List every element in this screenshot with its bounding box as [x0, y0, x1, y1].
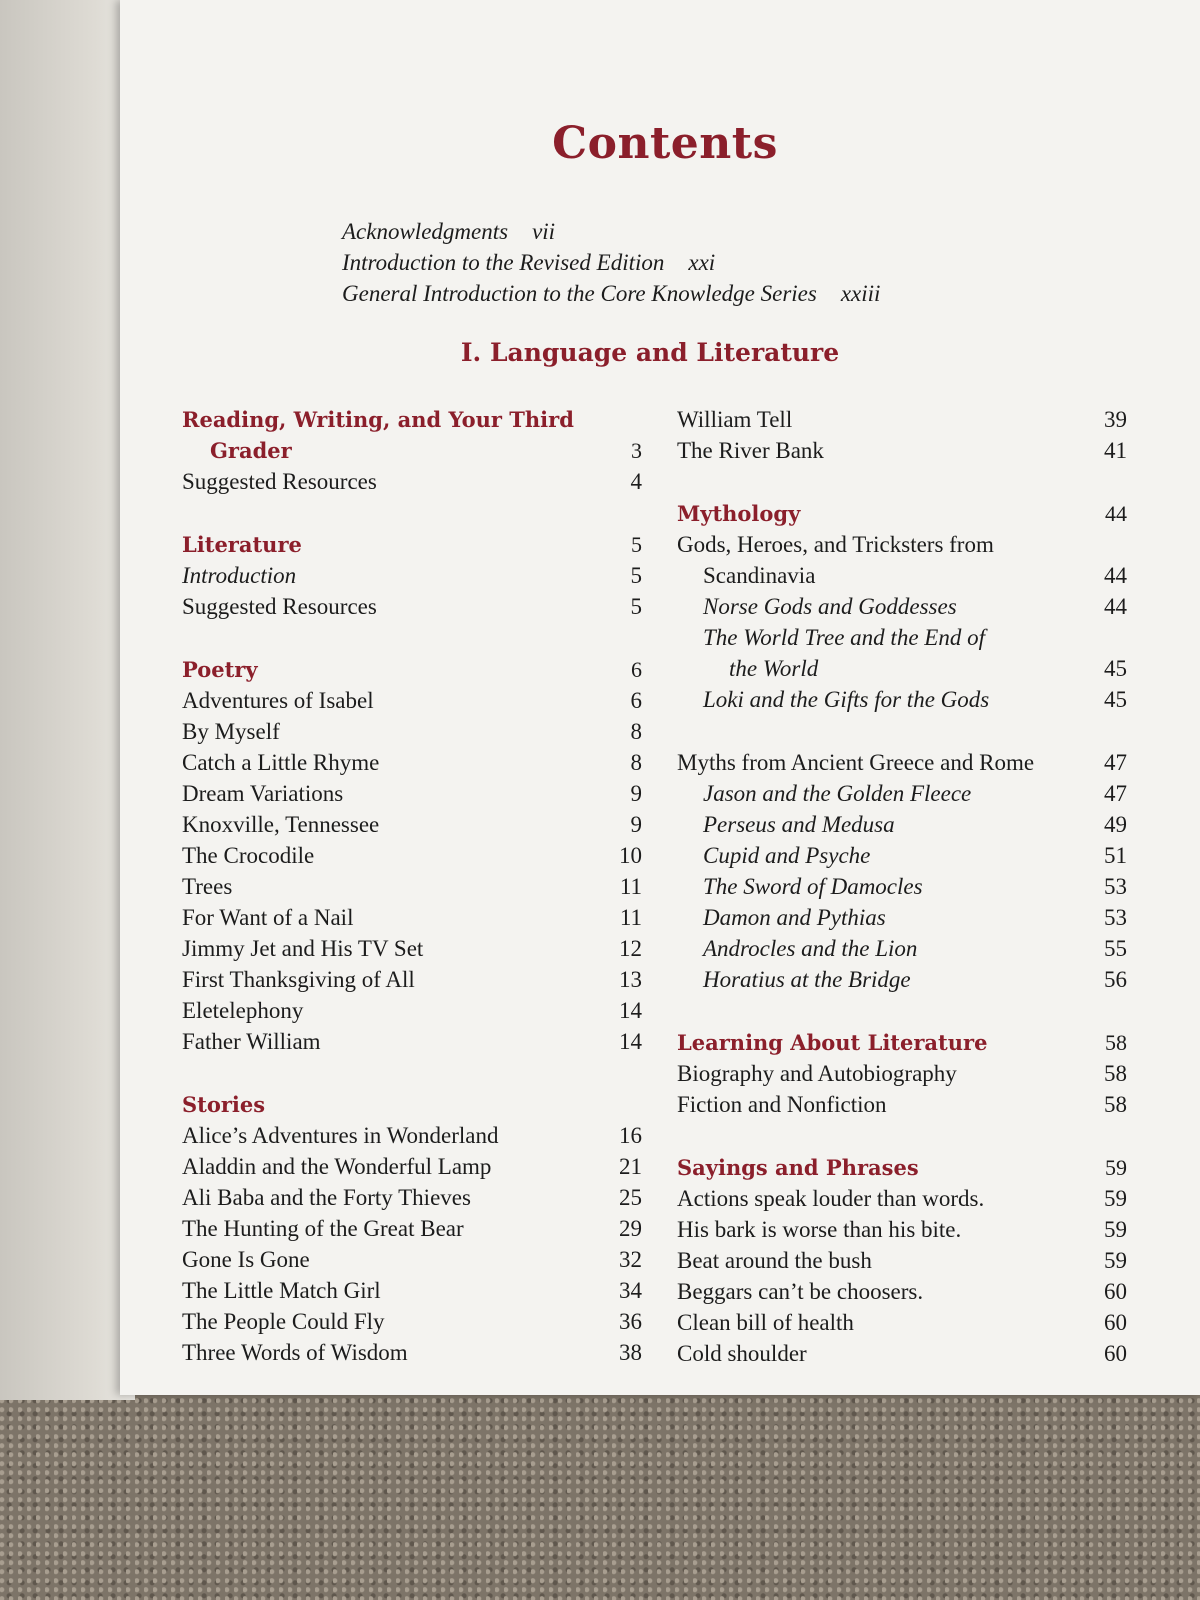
entry-page: 32: [619, 1247, 642, 1272]
toc-entry: [677, 809, 1127, 840]
section-mythology: [677, 498, 1127, 715]
front-matter-item: [342, 216, 942, 247]
toc-entry: [182, 716, 642, 747]
entry-label: Myths from Ancient Greece and Rome: [677, 750, 1035, 775]
section-page: 44: [1105, 501, 1127, 526]
entry-label: Father William: [182, 1029, 321, 1054]
front-matter-label: Introduction to the Revised Edition: [342, 250, 665, 275]
entry-page: 8: [630, 750, 642, 775]
entry-page: 49: [1104, 812, 1127, 837]
entry-label: Introduction: [182, 563, 297, 588]
entry-label-line2: the World: [729, 656, 819, 681]
front-matter-list: [342, 216, 942, 309]
entry-label: Suggested Resources: [182, 469, 377, 494]
section-title: Learning About Literature: [677, 1030, 988, 1055]
section-stories: [182, 1089, 642, 1368]
entry-page: 9: [630, 812, 642, 837]
entry-label: The Sword of Damocles: [703, 874, 923, 899]
entry-page: 51: [1104, 843, 1127, 868]
toc-entry: [677, 964, 1127, 995]
entry-page: 36: [619, 1309, 642, 1334]
entry-label-line2: Scandinavia: [703, 563, 816, 588]
front-matter-label: Acknowledgments: [342, 219, 509, 244]
entry-page: 38: [619, 1340, 642, 1365]
section-title: Stories: [182, 1092, 266, 1117]
entry-page: 11: [619, 874, 642, 899]
entry-label-line1: Gods, Heroes, and Tricksters from: [677, 532, 994, 557]
toc-entry: [182, 933, 642, 964]
entry-label: William Tell: [677, 407, 793, 432]
entry-page: 11: [619, 905, 642, 930]
section-title-line2: Grader: [210, 438, 292, 463]
entry-label: His bark is worse than his bite.: [677, 1217, 962, 1242]
entry-label: Aladdin and the Wonderful Lamp: [182, 1154, 492, 1179]
entry-label: Biography and Autobiography: [677, 1061, 957, 1086]
toc-entry: [677, 404, 1127, 435]
entry-label: The People Could Fly: [182, 1309, 385, 1334]
toc-entry: [182, 1244, 642, 1275]
entry-page: 44: [1104, 594, 1127, 619]
entry-page: 14: [619, 1029, 642, 1054]
entry-page: 16: [619, 1123, 642, 1148]
section-literature: [182, 529, 642, 622]
section-heading: [182, 1089, 642, 1120]
entry-label: The Little Match Girl: [182, 1278, 381, 1303]
toc-entry: [677, 1214, 1127, 1245]
entry-label: Suggested Resources: [182, 594, 377, 619]
entry-page: 55: [1104, 936, 1127, 961]
page-edge: [0, 0, 135, 1400]
entry-label: Knoxville, Tennessee: [182, 812, 380, 837]
entry-label: For Want of a Nail: [182, 905, 354, 930]
entry-label: Jimmy Jet and His TV Set: [182, 936, 424, 961]
toc-right-column: [677, 404, 1127, 1401]
entry-page: 58: [1104, 1092, 1127, 1117]
toc-entry: [182, 778, 642, 809]
entry-page: 59: [1104, 1248, 1127, 1273]
entry-label: Three Words of Wisdom: [182, 1340, 408, 1365]
entry-label: First Thanksgiving of All: [182, 967, 415, 992]
toc-entry: [677, 1276, 1127, 1307]
entry-page: 13: [619, 967, 642, 992]
toc-entry: [677, 622, 1127, 653]
section-poetry: [182, 654, 642, 1057]
toc-entry: [182, 1120, 642, 1151]
toc-entry: [677, 902, 1127, 933]
entry-page: 53: [1104, 874, 1127, 899]
entry-label: Beggars can’t be choosers.: [677, 1279, 924, 1304]
entry-label: Horatius at the Bridge: [703, 967, 911, 992]
entry-page: 47: [1104, 781, 1127, 806]
section-title: Mythology: [677, 501, 801, 526]
toc-entry: [182, 560, 642, 591]
entry-label: Adventures of Isabel: [182, 688, 374, 713]
entry-label: Clean bill of health: [677, 1310, 854, 1335]
entry-page: 10: [619, 843, 642, 868]
toc-entry: [677, 560, 1127, 591]
section-myths: [677, 747, 1127, 995]
entry-label: Beat around the bush: [677, 1248, 872, 1273]
toc-entry: [182, 591, 642, 622]
section-title: Sayings and Phrases: [677, 1155, 919, 1180]
front-matter-page: xxiii: [840, 281, 881, 306]
section-heading: [182, 404, 642, 466]
entry-label: Alice’s Adventures in Wonderland: [182, 1123, 499, 1148]
entry-label: Norse Gods and Goddesses: [703, 594, 957, 619]
section-page: 3: [631, 438, 642, 463]
entry-page: 25: [619, 1185, 642, 1210]
entry-page: 60: [1104, 1341, 1127, 1366]
front-matter-item: [342, 278, 942, 309]
part-heading: I. Language and Literature: [460, 338, 840, 367]
entry-label: By Myself: [182, 719, 280, 744]
entry-label: Actions speak louder than words.: [677, 1186, 985, 1211]
toc-entry: [677, 653, 1127, 684]
toc-entry: [182, 1151, 642, 1182]
section-reading: [182, 404, 642, 497]
toc-entry: [677, 747, 1127, 778]
toc-entry: [182, 685, 642, 716]
toc-left-column: [182, 404, 642, 1400]
entry-label: The Crocodile: [182, 843, 315, 868]
entry-page: 5: [630, 594, 642, 619]
toc-entry: [677, 591, 1127, 622]
toc-entry: [182, 871, 642, 902]
entry-page: 39: [1104, 407, 1127, 432]
entry-page: 45: [1104, 656, 1127, 681]
section-page: 5: [631, 532, 642, 557]
entry-label-line1: The World Tree and the End of: [703, 625, 985, 650]
toc-entry: [182, 1213, 642, 1244]
entry-page: 60: [1104, 1310, 1127, 1335]
entry-label: The Hunting of the Great Bear: [182, 1216, 464, 1241]
section-sayings: [677, 1152, 1127, 1369]
toc-entry: [677, 529, 1127, 560]
section-page: 59: [1105, 1155, 1127, 1180]
entry-label: Cupid and Psyche: [703, 843, 871, 868]
toc-entry: [677, 871, 1127, 902]
entry-page: 34: [619, 1278, 642, 1303]
entry-label: Fiction and Nonfiction: [677, 1092, 887, 1117]
toc-entry: [182, 902, 642, 933]
toc-entry: [677, 1183, 1127, 1214]
toc-entry: [677, 778, 1127, 809]
entry-page: 5: [630, 563, 642, 588]
section-title: Poetry: [182, 657, 258, 682]
entry-page: 59: [1104, 1217, 1127, 1242]
section-heading: [182, 529, 642, 560]
entry-page: 41: [1104, 438, 1127, 463]
front-matter-label: General Introduction to the Core Knowledge Series: [342, 281, 817, 306]
entry-label: Gone Is Gone: [182, 1247, 310, 1272]
entry-page: 6: [630, 688, 642, 713]
entry-label: Trees: [182, 874, 233, 899]
section-continued: [677, 404, 1127, 466]
entry-label: Perseus and Medusa: [703, 812, 895, 837]
entry-label: Cold shoulder: [677, 1341, 807, 1366]
toc-entry: [677, 684, 1127, 715]
entry-label: Dream Variations: [182, 781, 344, 806]
toc-entry: [677, 1245, 1127, 1276]
front-matter-page: vii: [532, 219, 556, 244]
section-heading: [182, 654, 642, 685]
entry-label: Catch a Little Rhyme: [182, 750, 380, 775]
section-page: 58: [1105, 1030, 1127, 1055]
toc-entry: [677, 840, 1127, 871]
entry-page: 44: [1104, 563, 1127, 588]
entry-label: Ali Baba and the Forty Thieves: [182, 1185, 471, 1210]
entry-page: 9: [630, 781, 642, 806]
entry-label: The River Bank: [677, 438, 824, 463]
entry-page: 14: [619, 998, 642, 1023]
toc-entry: [677, 435, 1127, 466]
entry-page: 59: [1104, 1186, 1127, 1211]
entry-page: 45: [1104, 687, 1127, 712]
entry-label: Eletelephony: [182, 998, 304, 1023]
toc-entry: [182, 1026, 642, 1057]
section-title-line1: Reading, Writing, and Your Third: [182, 407, 574, 432]
book-page: [120, 0, 1200, 1395]
toc-entry: [677, 1338, 1127, 1369]
section-heading: [677, 498, 1127, 529]
section-learning: [677, 1027, 1127, 1120]
entry-page: 8: [630, 719, 642, 744]
entry-page: 29: [619, 1216, 642, 1241]
toc-entry: [182, 1275, 642, 1306]
toc-entry: [677, 1307, 1127, 1338]
entry-label: Damon and Pythias: [703, 905, 886, 930]
page-title: Contents: [552, 118, 778, 169]
front-matter-page: xxi: [688, 250, 716, 275]
toc-entry: [677, 1089, 1127, 1120]
entry-page: 4: [630, 469, 642, 494]
section-page: 6: [631, 657, 642, 682]
entry-page: 53: [1104, 905, 1127, 930]
toc-entry: [182, 995, 642, 1026]
front-matter-item: [342, 247, 942, 278]
entry-page: 60: [1104, 1279, 1127, 1304]
entry-page: 12: [619, 936, 642, 961]
carpet-background: [0, 1380, 1200, 1600]
toc-entry: [182, 1182, 642, 1213]
toc-entry: [182, 840, 642, 871]
toc-entry: [182, 466, 642, 497]
entry-page: 21: [619, 1154, 642, 1179]
entry-label: Jason and the Golden Fleece: [703, 781, 972, 806]
entry-label: Loki and the Gifts for the Gods: [703, 687, 990, 712]
section-heading: [677, 1152, 1127, 1183]
section-heading: [677, 1027, 1127, 1058]
toc-entry: [182, 747, 642, 778]
section-title: Literature: [182, 532, 302, 557]
toc-entry: [182, 809, 642, 840]
toc-entry: [182, 1306, 642, 1337]
entry-page: 58: [1104, 1061, 1127, 1086]
toc-entry: [677, 1058, 1127, 1089]
entry-page: 56: [1104, 967, 1127, 992]
toc-entry: [677, 933, 1127, 964]
toc-entry: [182, 1337, 642, 1368]
toc-entry: [182, 964, 642, 995]
entry-label: Androcles and the Lion: [703, 936, 918, 961]
entry-page: 47: [1104, 750, 1127, 775]
